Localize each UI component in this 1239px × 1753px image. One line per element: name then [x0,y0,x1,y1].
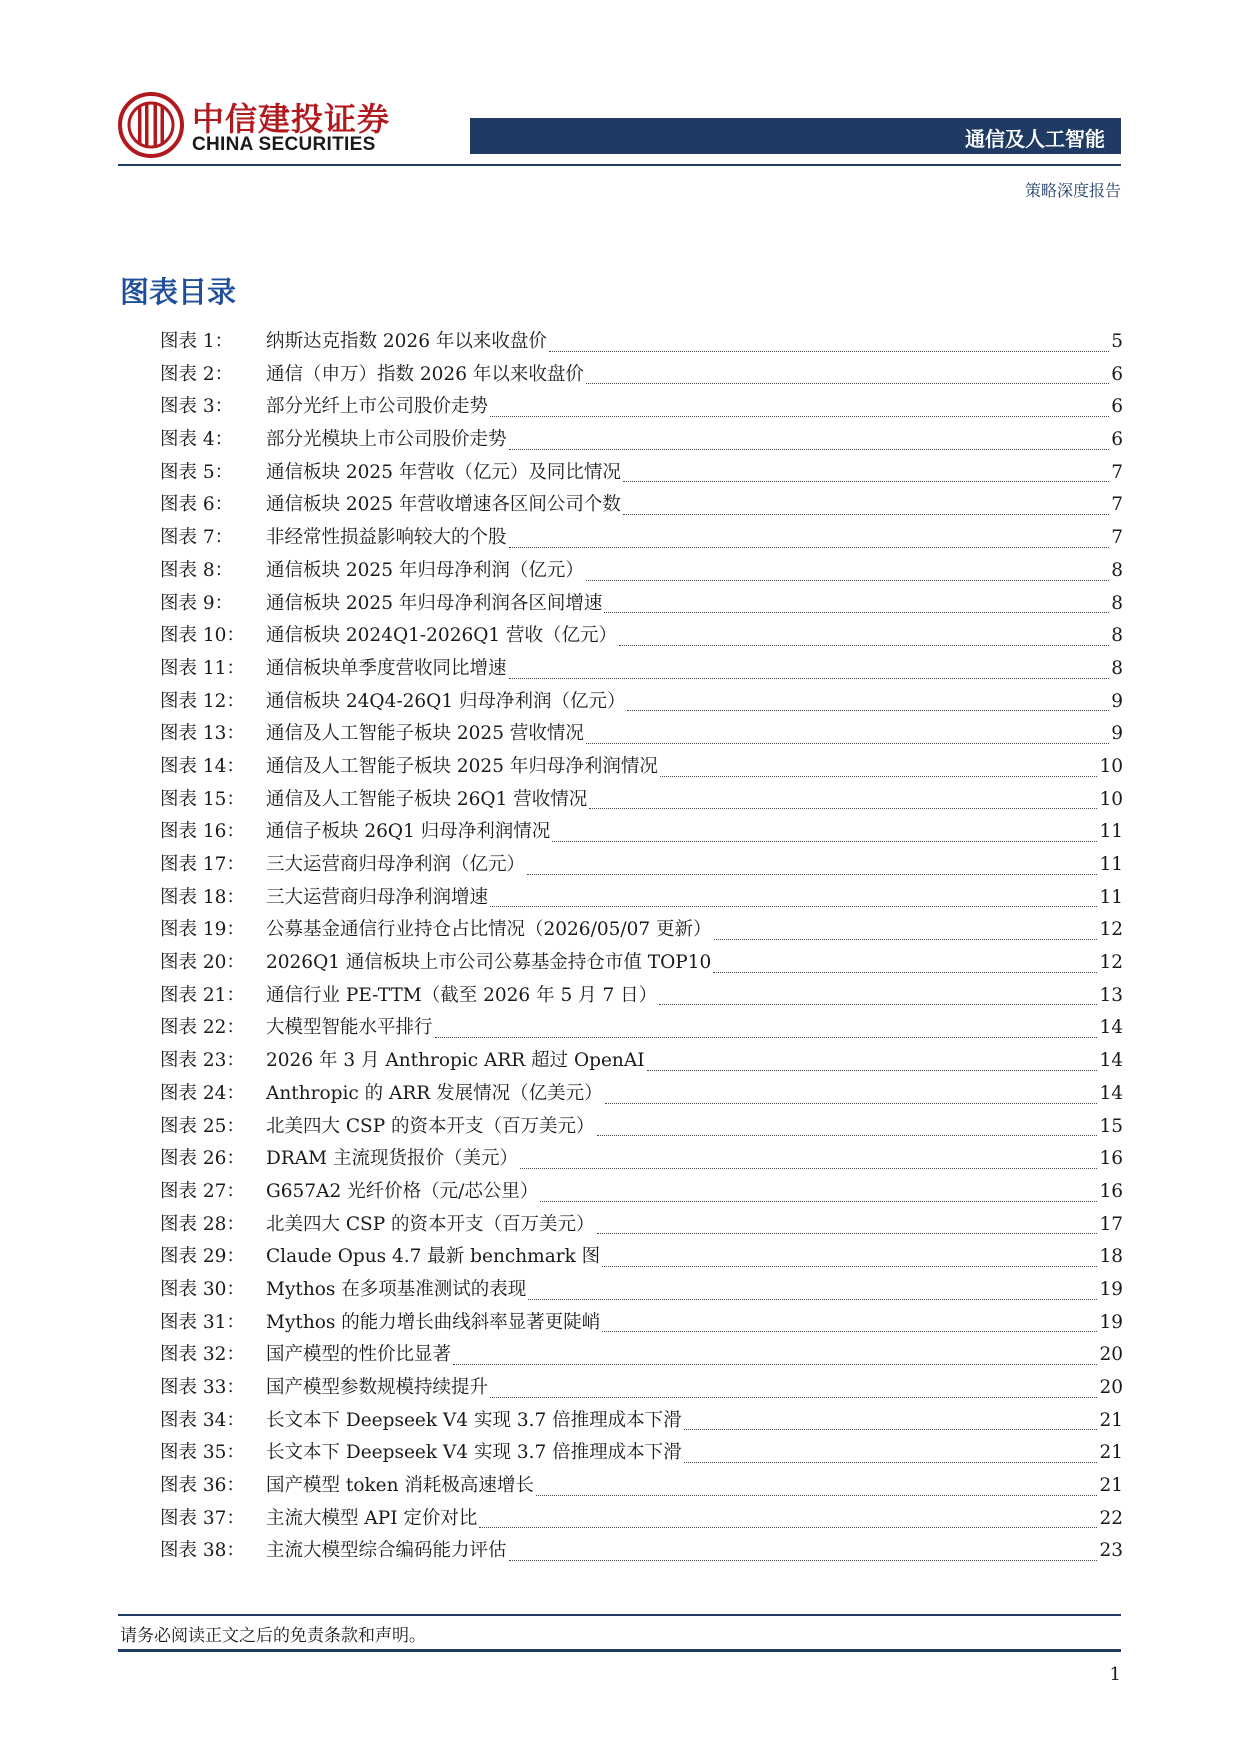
toc-entry-page: 11 [1099,821,1123,843]
toc-entry-leader [627,710,1109,711]
toc-entry[interactable] [160,1405,1123,1438]
toc-entry[interactable] [160,391,1123,424]
toc-entry[interactable] [160,686,1123,719]
toc-entry-label: 图表 10： [160,625,245,647]
toc-entry-leader [536,1495,1098,1496]
toc-entry-page: 8 [1111,592,1123,614]
toc-entry-label: 图表 7： [160,527,234,549]
toc-entry-page: 14 [1099,1017,1123,1039]
toc-entry-leader [490,906,1097,907]
toc-entry[interactable] [160,718,1123,751]
toc-entry-page: 9 [1111,690,1123,712]
toc-list [160,326,1123,1568]
toc-entry[interactable] [160,751,1123,784]
toc-entry-label: 图表 19： [160,919,245,941]
toc-entry-label: 图表 17： [160,854,245,875]
toc-entry-title: 2026Q1 通信板块上市公司公募基金持仓市值 TOP10 [266,952,712,974]
toc-entry-leader [509,449,1110,450]
toc-entry-page: 5 [1111,331,1123,352]
disclaimer-note: 请务必阅读正文之后的免责条款和声明。 [120,1626,426,1646]
toc-entry-title: 通信板块 2025 年归母净利润各区间增速 [266,592,603,614]
toc-entry-leader [605,1103,1098,1104]
toc-entry-title: 主流大模型 API 定价对比 [266,1507,478,1529]
toc-entry-page: 21 [1099,1442,1123,1464]
toc-entry[interactable] [160,1274,1123,1307]
toc-entry-leader [602,1266,1097,1267]
section-header-bar [470,118,1121,154]
toc-entry[interactable] [160,326,1123,359]
toc-entry-label: 图表 4： [160,429,234,451]
toc-entry-leader [479,1527,1097,1528]
toc-entry-title: 通信及人工智能子板块 2025 营收情况 [266,723,584,745]
toc-entry[interactable] [160,424,1123,457]
toc-entry-leader [540,1201,1097,1202]
toc-entry-leader [597,1233,1098,1234]
toc-entry-leader [453,1364,1097,1365]
toc-entry-page: 8 [1111,625,1123,647]
toc-entry-leader [647,1070,1098,1071]
toc-entry-label: 图表 30： [160,1278,245,1300]
toc-entry-title: 长文本下 Deepseek V4 实现 3.7 倍推理成本下滑 [266,1409,682,1431]
toc-entry-page: 21 [1099,1475,1123,1497]
toc-entry-page: 10 [1099,755,1123,777]
report-type: 策略深度报告 [1024,181,1121,200]
toc-entry-label: 图表 22： [160,1017,245,1039]
china-securities-emblem-icon [118,92,184,158]
toc-entry-title: 长文本下 Deepseek V4 实现 3.7 倍推理成本下滑 [266,1442,682,1464]
toc-entry-leader [490,1397,1097,1398]
toc-entry-page: 6 [1111,429,1123,451]
toc-entry-leader [586,743,1109,744]
toc-entry-title: 通信行业 PE-TTM（截至 2026 年 5 月 7 日） [266,984,658,1006]
toc-entry-label: 图表 32： [160,1344,245,1366]
toc-entry-title: 非经常性损益影响较大的个股 [266,527,507,549]
toc-entry-leader [435,1037,1098,1038]
toc-entry-title: 通信及人工智能子板块 2025 年归母净利润情况 [266,755,658,777]
toc-entry-label: 图表 16： [160,821,245,843]
toc-entry-leader [619,645,1109,646]
toc-entry-page: 22 [1099,1507,1123,1529]
toc-entry-page: 14 [1099,1050,1123,1072]
toc-entry-leader [597,1135,1098,1136]
toc-entry-page: 13 [1099,984,1123,1006]
toc-entry-page: 16 [1099,1180,1123,1202]
toc-entry-page: 14 [1099,1082,1123,1104]
toc-entry-leader [714,939,1098,940]
toc-entry-title: DRAM 主流现货报价（美元） [266,1148,518,1170]
toc-entry-leader [509,1560,1098,1561]
toc-entry-leader [549,351,1109,352]
toc-entry-label: 图表 23： [160,1050,245,1072]
toc-entry-leader [589,808,1097,809]
toc-entry[interactable] [160,359,1123,392]
toc-entry-title: 大模型智能水平排行 [266,1017,433,1039]
toc-entry-label: 图表 33： [160,1377,245,1398]
toc-entry-leader [602,1331,1097,1332]
toc-entry-label: 图表 36： [160,1475,245,1497]
toc-entry[interactable] [160,947,1123,980]
toc-entry-label: 图表 21： [160,984,245,1006]
toc-entry-leader [527,874,1097,875]
toc-entry-page: 12 [1099,919,1123,941]
toc-entry-page: 21 [1099,1409,1123,1431]
toc-entry-label: 图表 28： [160,1213,245,1235]
toc-entry-leader [660,776,1098,777]
toc-entry[interactable] [160,882,1123,915]
toc-entry-title: 通信子板块 26Q1 归母净利润情况 [266,821,551,843]
toc-entry-title: 主流大模型综合编码能力评估 [266,1540,507,1562]
toc-entry-label: 图表 38： [160,1540,245,1562]
logo-chinese-name: 中信建投证券 [192,100,391,138]
toc-entry-leader [509,678,1110,679]
toc-entry-leader [623,481,1109,482]
toc-entry-label: 图表 3： [160,396,234,418]
toc-entry-title: 通信板块 2025 年归母净利润（亿元） [266,559,584,581]
toc-entry-label: 图表 2： [160,363,234,385]
toc-entry[interactable] [160,555,1123,588]
toc-entry[interactable] [160,1437,1123,1470]
toc-entry-page: 11 [1099,886,1123,908]
toc-entry[interactable] [160,457,1123,490]
toc-entry[interactable] [160,914,1123,947]
toc-entry-title: 通信（申万）指数 2026 年以来收盘价 [266,363,584,385]
toc-entry-title: 通信板块 2025 年营收增速各区间公司个数 [266,494,621,516]
footer-divider-bottom [118,1649,1121,1652]
toc-entry-title: Claude Opus 4.7 最新 benchmark 图 [266,1246,601,1268]
toc-entry-page: 6 [1111,363,1123,385]
toc-entry-title: 国产模型 token 消耗极高速增长 [266,1475,534,1497]
toc-heading: 图表目录 [120,275,237,309]
toc-entry-leader [520,1168,1098,1169]
toc-entry-title: 通信板块单季度营收同比增速 [266,657,507,679]
toc-entry-label: 图表 26： [160,1148,245,1170]
footer-divider-top [118,1614,1121,1616]
toc-entry[interactable] [160,1535,1123,1568]
toc-entry-title: Mythos 的能力增长曲线斜率显著更陡峭 [266,1311,601,1333]
toc-entry-leader [528,1299,1097,1300]
toc-entry[interactable] [160,620,1123,653]
toc-entry-label: 图表 1： [160,331,234,352]
toc-entry[interactable] [160,1209,1123,1242]
toc-entry-page: 6 [1111,396,1123,418]
toc-entry-label: 图表 8： [160,559,234,581]
toc-entry-label: 图表 35： [160,1442,245,1464]
toc-entry-page: 23 [1099,1540,1123,1562]
toc-entry-title: 北美四大 CSP 的资本开支（百万美元） [266,1213,595,1235]
toc-entry-title: 三大运营商归母净利润（亿元） [266,854,526,875]
toc-entry-page: 7 [1111,461,1123,483]
toc-entry-title: 部分光模块上市公司股价走势 [266,429,507,451]
company-logo [118,92,391,160]
toc-entry-page: 17 [1099,1213,1123,1235]
toc-entry-title: 部分光纤上市公司股价走势 [266,396,489,418]
toc-entry-title: 北美四大 CSP 的资本开支（百万美元） [266,1115,595,1137]
toc-entry-label: 图表 34： [160,1409,245,1431]
toc-entry-page: 8 [1111,657,1123,679]
toc-entry-title: 通信板块 2025 年营收（亿元）及同比情况 [266,461,621,483]
toc-entry-leader [552,841,1097,842]
toc-entry-label: 图表 20： [160,952,245,974]
toc-entry[interactable] [160,849,1123,882]
toc-entry-title: 三大运营商归母净利润增速 [266,886,489,908]
toc-entry[interactable] [160,816,1123,849]
toc-entry[interactable] [160,489,1123,522]
toc-entry[interactable] [160,1241,1123,1274]
toc-entry-label: 图表 31： [160,1311,245,1333]
toc-entry[interactable] [160,1012,1123,1045]
toc-entry-page: 16 [1099,1148,1123,1170]
toc-entry-leader [623,514,1109,515]
toc-entry[interactable] [160,588,1123,621]
section-title: 通信及人工智能 [965,127,1105,151]
toc-entry[interactable] [160,1078,1123,1111]
toc-entry-page: 11 [1099,854,1123,875]
toc-entry[interactable] [160,1372,1123,1405]
toc-entry-label: 图表 24： [160,1082,245,1104]
toc-entry-page: 10 [1099,788,1123,810]
toc-entry-label: 图表 25： [160,1115,245,1137]
toc-entry[interactable] [160,1143,1123,1176]
toc-entry-label: 图表 12： [160,690,245,712]
toc-entry[interactable] [160,1111,1123,1144]
toc-entry-page: 20 [1099,1377,1123,1398]
toc-entry-title: 国产模型参数规模持续提升 [266,1377,489,1398]
toc-entry-title: 2026 年 3 月 Anthropic ARR 超过 OpenAI [266,1050,645,1072]
toc-entry-label: 图表 27： [160,1180,245,1202]
toc-entry-title: 通信及人工智能子板块 26Q1 营收情况 [266,788,588,810]
toc-entry-leader [586,383,1109,384]
toc-entry-leader [604,612,1109,613]
toc-entry-leader [586,580,1109,581]
toc-entry-leader [509,547,1110,548]
toc-entry-page: 7 [1111,494,1123,516]
toc-entry-page: 18 [1099,1246,1123,1268]
toc-entry-page: 19 [1099,1311,1123,1333]
toc-entry-label: 图表 29： [160,1246,245,1268]
logo-english-name: CHINA SECURITIES [192,134,376,155]
toc-entry-title: G657A2 光纤价格（元/芯公里） [266,1180,539,1202]
toc-entry[interactable] [160,653,1123,686]
toc-entry-page: 12 [1099,952,1123,974]
toc-entry-label: 图表 11： [160,657,245,679]
toc-entry-title: 国产模型的性价比显著 [266,1344,452,1366]
toc-entry-page: 9 [1111,723,1123,745]
toc-entry-title: 公募基金通信行业持仓占比情况（2026/05/07 更新） [266,919,712,941]
toc-entry[interactable] [160,1503,1123,1536]
toc-entry[interactable] [160,784,1123,817]
toc-entry-leader [713,972,1097,973]
toc-entry-label: 图表 9： [160,592,234,614]
toc-entry-label: 图表 14： [160,755,245,777]
toc-entry-title: 通信板块 2024Q1-2026Q1 营收（亿元） [266,625,618,647]
toc-entry-title: 纳斯达克指数 2026 年以来收盘价 [266,331,547,352]
toc-entry-page: 20 [1099,1344,1123,1366]
toc-entry-page: 19 [1099,1278,1123,1300]
toc-entry-title: Mythos 在多项基准测试的表现 [266,1278,527,1300]
toc-entry-page: 8 [1111,559,1123,581]
toc-entry[interactable] [160,522,1123,555]
toc-entry[interactable] [160,980,1123,1013]
toc-entry-label: 图表 6： [160,494,234,516]
toc-entry-label: 图表 5： [160,461,234,483]
toc-entry[interactable] [160,1339,1123,1372]
toc-entry-label: 图表 15： [160,788,245,810]
toc-entry[interactable] [160,1045,1123,1078]
page-number: 1 [1109,1664,1121,1685]
toc-entry-title: 通信板块 24Q4-26Q1 归母净利润（亿元） [266,690,626,712]
toc-entry-title: Anthropic 的 ARR 发展情况（亿美元） [266,1082,603,1104]
toc-entry-leader [659,1004,1097,1005]
toc-entry-page: 7 [1111,527,1123,549]
toc-entry-label: 图表 37： [160,1507,245,1529]
toc-entry[interactable] [160,1307,1123,1340]
toc-entry[interactable] [160,1470,1123,1503]
toc-entry[interactable] [160,1176,1123,1209]
header-divider [118,164,1121,166]
toc-entry-label: 图表 13： [160,723,245,745]
toc-entry-page: 15 [1099,1115,1123,1137]
toc-entry-leader [684,1429,1098,1430]
toc-entry-label: 图表 18： [160,886,245,908]
toc-entry-leader [684,1462,1098,1463]
toc-entry-leader [490,416,1109,417]
